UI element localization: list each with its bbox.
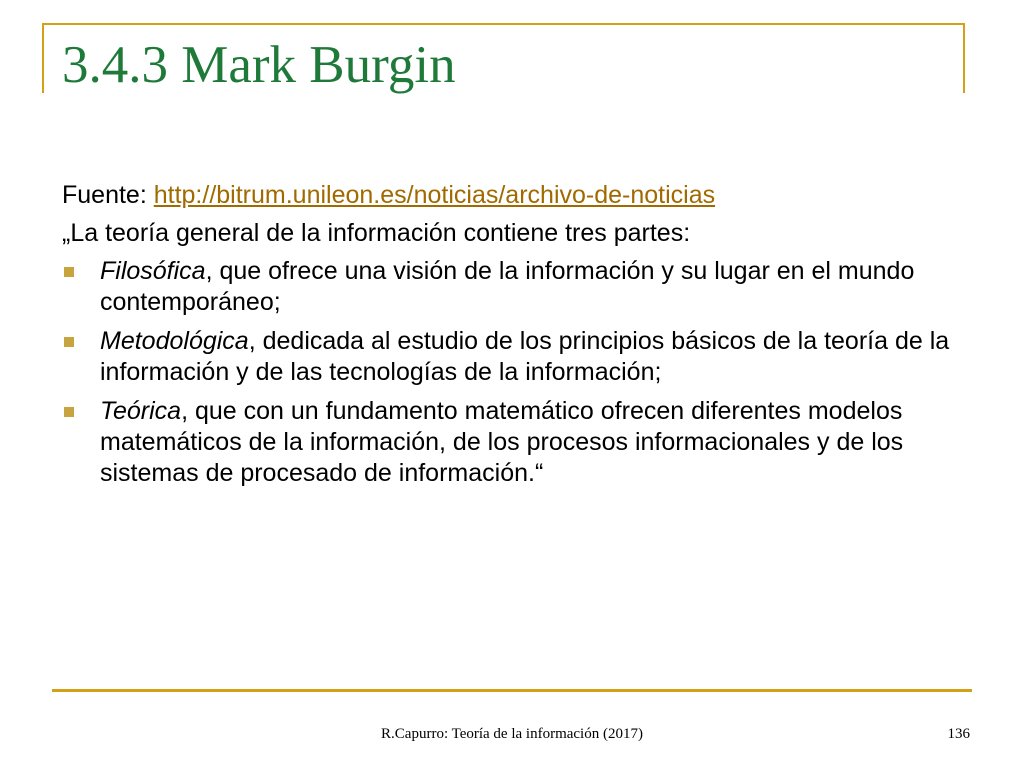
- frame-top-rule: [42, 23, 965, 25]
- bullet-item-teorica: [62, 396, 972, 489]
- bullet-text: , que con un fundamento matemático ofrecen diferentes modelos matemáticos de la información, de los procesos informacionales y de los sistemas de procesado de información.“: [100, 397, 904, 487]
- bullet-text: , que ofrece una visión de la información y su lugar en el mundo contemporáneo;: [100, 257, 915, 316]
- frame-left-rule: [42, 23, 44, 93]
- source-label: Fuente:: [62, 181, 154, 209]
- bullet-item-filosofica: [62, 256, 972, 318]
- bullet-item-metodologica: [62, 326, 972, 388]
- bullet-term: Filosófica: [100, 257, 206, 285]
- slide-title: 3.4.3 Mark Burgin: [62, 36, 456, 94]
- footer-caption: R.Capurro: Teoría de la información (2017): [381, 726, 643, 742]
- bullet-text: , dedicada al estudio de los principios básicos de la teoría de la información y de las tecnologías de la información;: [100, 327, 950, 386]
- bullet-term: Teórica: [100, 397, 182, 425]
- frame-right-rule: [963, 23, 965, 93]
- page-number: 136: [947, 726, 970, 742]
- slide-content: [62, 180, 972, 497]
- bullet-list: [62, 256, 972, 489]
- bullet-term: Metodológica: [100, 327, 249, 355]
- square-bullet-icon: [64, 407, 74, 417]
- source-link[interactable]: http://bitrum.unileon.es/noticias/archivo-de-noticias: [153, 181, 716, 209]
- intro-text: „La teoría general de la información contiene tres partes:: [62, 219, 691, 247]
- footer-rule: [52, 689, 972, 692]
- source-line: [62, 180, 972, 211]
- square-bullet-icon: [64, 267, 74, 277]
- square-bullet-icon: [64, 337, 74, 347]
